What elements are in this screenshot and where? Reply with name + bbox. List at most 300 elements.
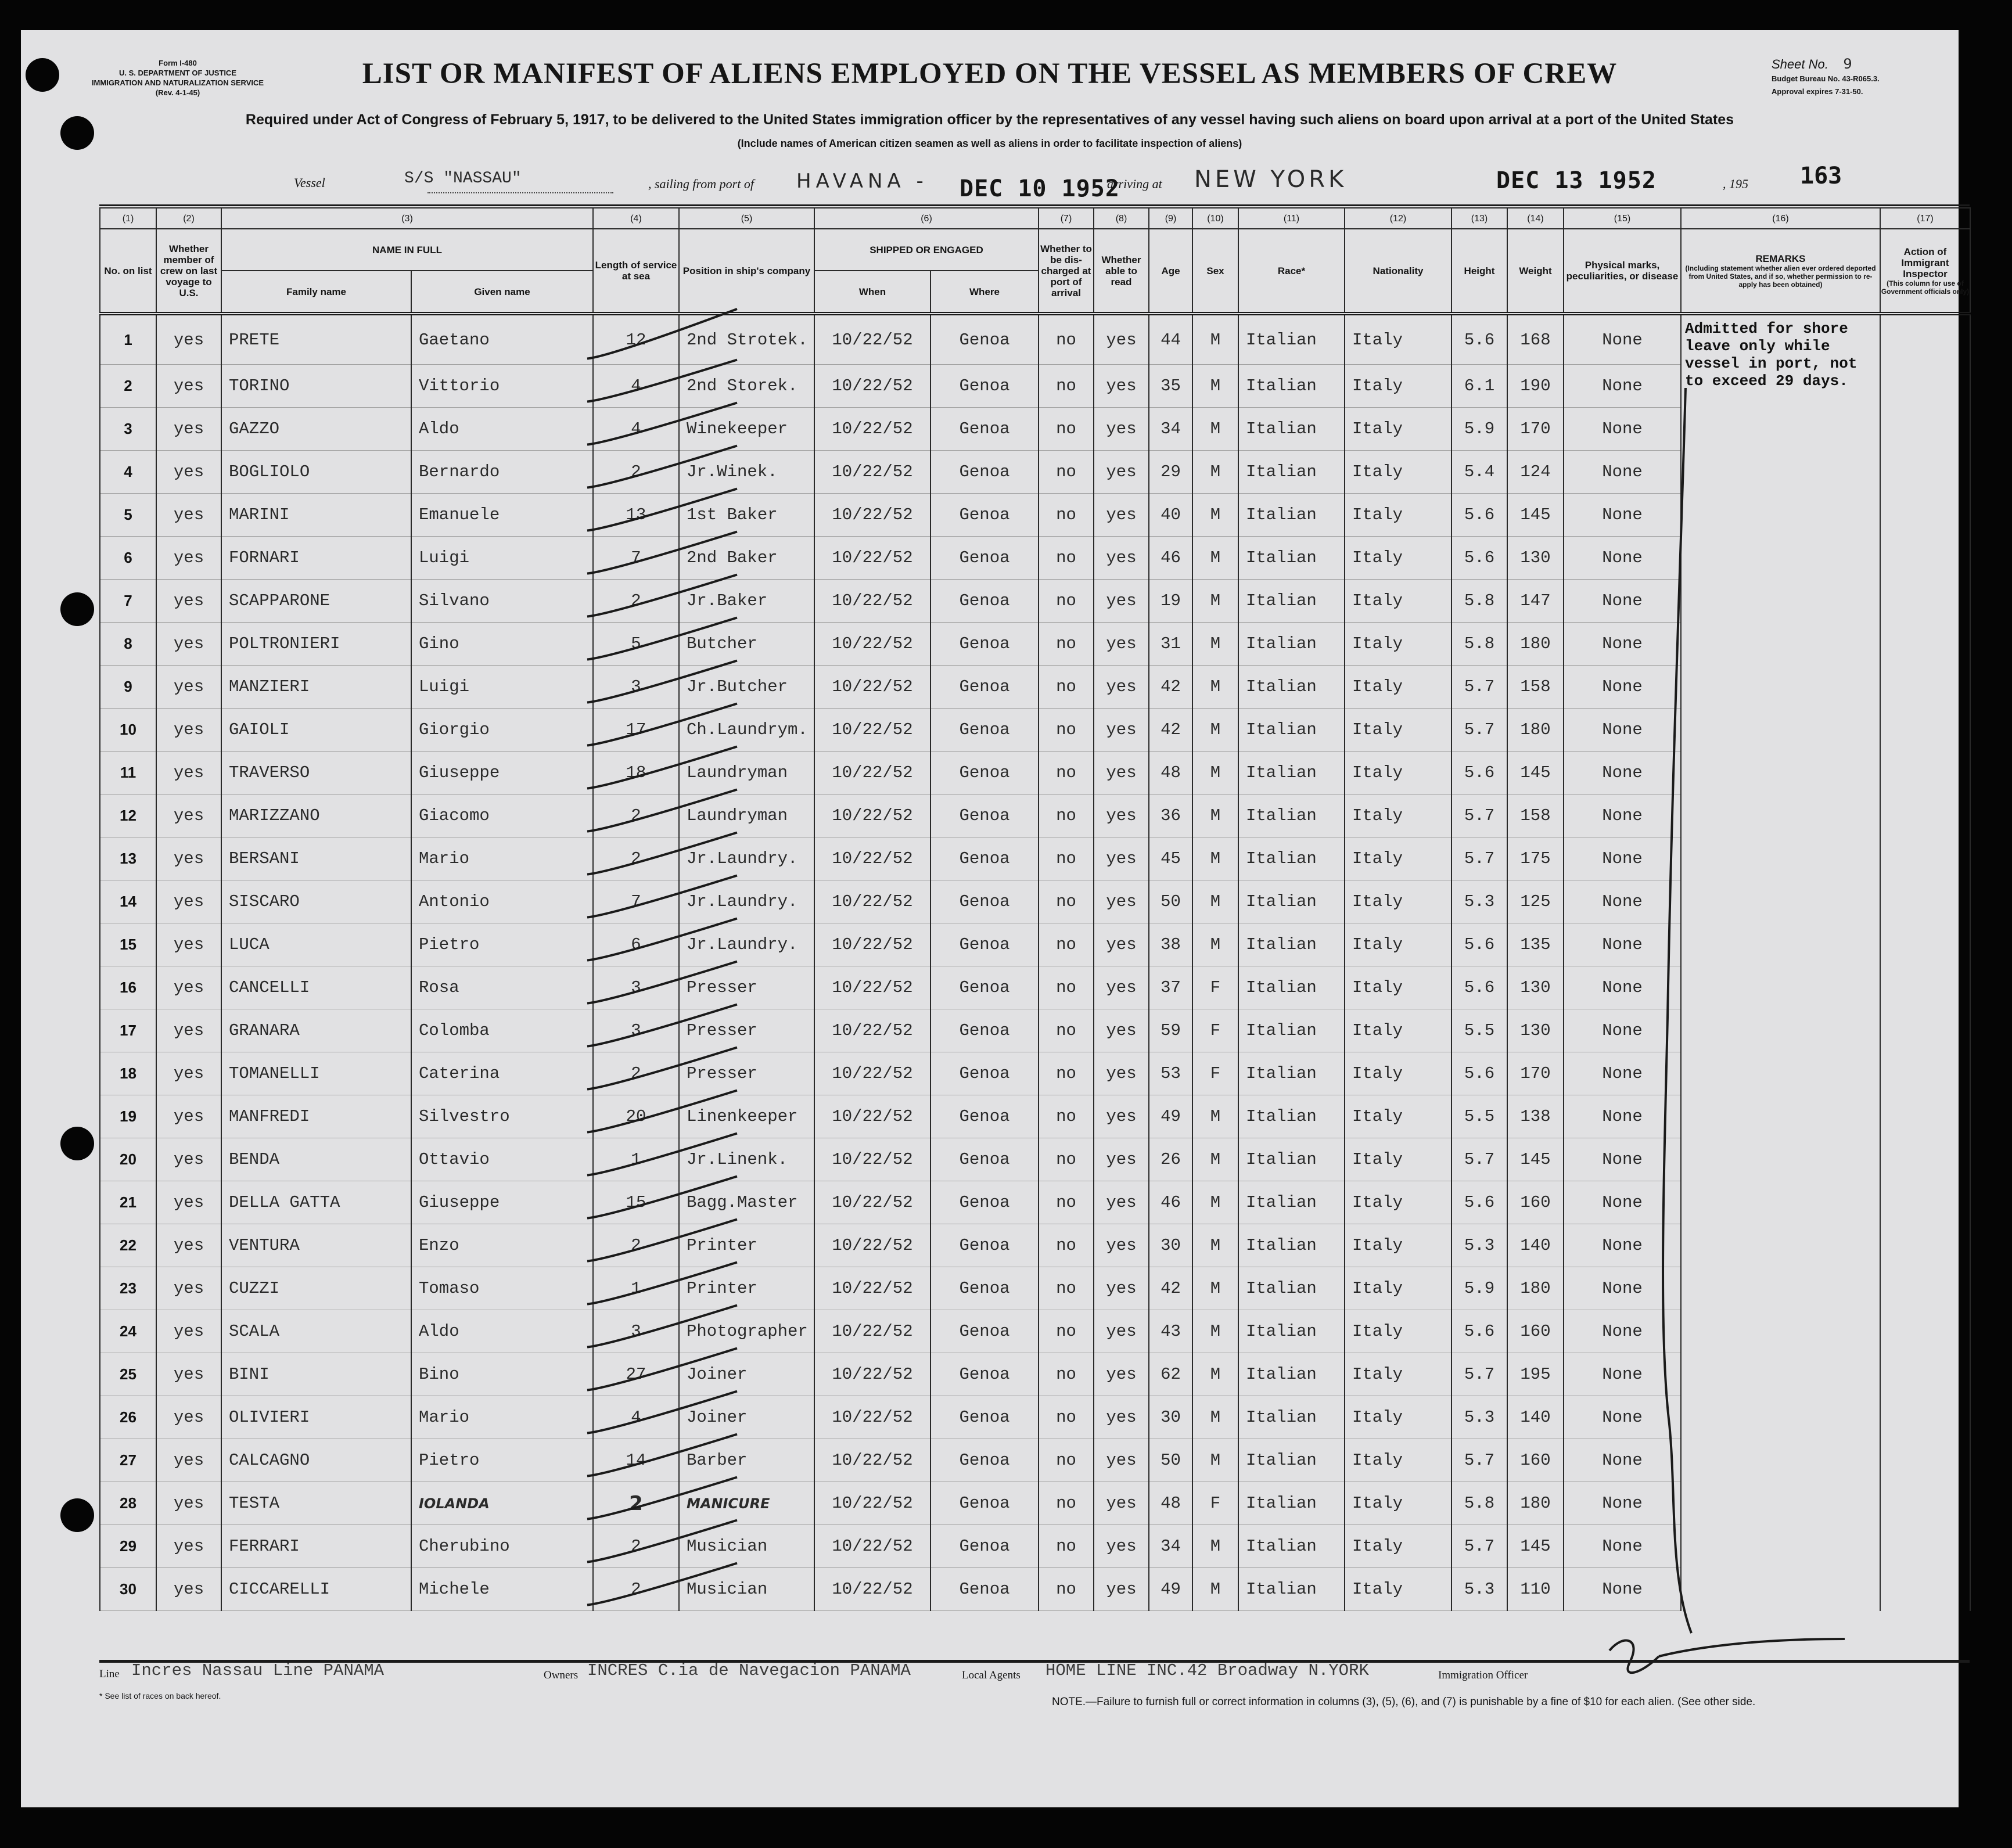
cell-shipped-where: Genoa: [930, 1525, 1039, 1568]
cell-family-name: MARIZZANO: [221, 794, 411, 837]
cell-race: Italian: [1238, 1095, 1345, 1138]
cell-to-be-discharged: no: [1039, 1267, 1094, 1310]
cell-height: 5.8: [1451, 623, 1507, 666]
cell-able-to-read: yes: [1094, 837, 1149, 880]
cell-length-of-service: 2: [593, 1224, 679, 1267]
cell-able-to-read: yes: [1094, 1525, 1149, 1568]
cell-age: 50: [1149, 1439, 1192, 1482]
immigration-officer-label: Immigration Officer: [1438, 1669, 1528, 1681]
cell-weight: 130: [1507, 537, 1564, 580]
cell-height: 5.9: [1451, 408, 1507, 451]
cell-ship-position: Printer: [679, 1224, 814, 1267]
header-length-service: Length of service at sea: [593, 229, 679, 314]
cell-race: Italian: [1238, 1224, 1345, 1267]
cell-length-of-service: 2: [593, 794, 679, 837]
cell-nationality: Italy: [1345, 1224, 1451, 1267]
header-nationality: Nationality: [1345, 229, 1451, 314]
cell-family-name: OLIVIERI: [221, 1396, 411, 1439]
cell-height: 5.7: [1451, 794, 1507, 837]
cell-shipped-where: Genoa: [930, 1396, 1039, 1439]
cell-weight: 140: [1507, 1396, 1564, 1439]
header-physical-marks: Physical marks, peculiarities, or disease: [1564, 229, 1681, 314]
cell-physical-marks: None: [1564, 1482, 1681, 1525]
cell-sex: M: [1192, 837, 1238, 880]
cell-ship-position: Winekeeper: [679, 408, 814, 451]
cell-shipped-where: Genoa: [930, 1353, 1039, 1396]
cell-nationality: Italy: [1345, 1267, 1451, 1310]
cell-to-be-discharged: no: [1039, 923, 1094, 966]
cell-physical-marks: None: [1564, 1224, 1681, 1267]
cell-race: Italian: [1238, 752, 1345, 794]
cell-nationality: Italy: [1345, 1568, 1451, 1611]
cell-member-last-voyage: yes: [156, 1525, 221, 1568]
cell-race: Italian: [1238, 365, 1345, 408]
cell-length-of-service: 6: [593, 923, 679, 966]
cell-age: 48: [1149, 752, 1192, 794]
cell-physical-marks: None: [1564, 923, 1681, 966]
cell-nationality: Italy: [1345, 837, 1451, 880]
cell-nationality: Italy: [1345, 537, 1451, 580]
cell-shipped-where: Genoa: [930, 623, 1039, 666]
cell-weight: 175: [1507, 837, 1564, 880]
header-given-name: Given name: [411, 271, 593, 314]
cell-nationality: Italy: [1345, 1439, 1451, 1482]
cell-row-number: 10: [100, 709, 156, 752]
cell-age: 37: [1149, 966, 1192, 1009]
cell-row-number: 26: [100, 1396, 156, 1439]
col-num-4: (4): [593, 208, 679, 229]
cell-shipped-where: Genoa: [930, 537, 1039, 580]
cell-length-of-service: 2: [593, 1052, 679, 1095]
col-num-8: (8): [1094, 208, 1149, 229]
cell-sex: M: [1192, 794, 1238, 837]
departure-date-stamp: DEC 10 1952: [960, 175, 1120, 202]
cell-able-to-read: yes: [1094, 494, 1149, 537]
cell-member-last-voyage: yes: [156, 1138, 221, 1181]
cell-family-name: TOMANELLI: [221, 1052, 411, 1095]
header-where: Where: [930, 271, 1039, 314]
sheet-label: Sheet No.: [1772, 57, 1828, 71]
cell-remarks: [1681, 314, 1880, 1611]
cell-weight: 124: [1507, 451, 1564, 494]
cell-physical-marks: None: [1564, 794, 1681, 837]
cell-able-to-read: yes: [1094, 1052, 1149, 1095]
officer-signature: [1609, 1639, 1845, 1673]
cell-sex: M: [1192, 623, 1238, 666]
header-action-title: Action of Immigrant Inspector: [1901, 246, 1949, 279]
cell-to-be-discharged: no: [1039, 1396, 1094, 1439]
cell-height: 5.6: [1451, 752, 1507, 794]
cell-nationality: Italy: [1345, 1310, 1451, 1353]
cell-able-to-read: yes: [1094, 314, 1149, 365]
col-num-6: (6): [814, 208, 1039, 229]
cell-able-to-read: yes: [1094, 1267, 1149, 1310]
cell-length-of-service: 4: [593, 1396, 679, 1439]
cell-height: 5.6: [1451, 537, 1507, 580]
cell-family-name: TESTA: [221, 1482, 411, 1525]
header-shipped-engaged: SHIPPED OR ENGAGED: [814, 229, 1039, 271]
cell-height: 5.6: [1451, 1052, 1507, 1095]
cell-height: 5.3: [1451, 1224, 1507, 1267]
cell-ship-position: Butcher: [679, 623, 814, 666]
cell-age: 34: [1149, 408, 1192, 451]
cell-able-to-read: yes: [1094, 666, 1149, 709]
cell-row-number: 1: [100, 314, 156, 365]
cell-to-be-discharged: no: [1039, 494, 1094, 537]
cell-row-number: 14: [100, 880, 156, 923]
cell-family-name: FERRARI: [221, 1525, 411, 1568]
header-age: Age: [1149, 229, 1192, 314]
cell-able-to-read: yes: [1094, 1353, 1149, 1396]
cell-able-to-read: yes: [1094, 365, 1149, 408]
cell-row-number: 11: [100, 752, 156, 794]
cell-length-of-service: 2: [593, 1482, 679, 1525]
cell-given-name: Aldo: [411, 1310, 593, 1353]
cell-shipped-where: Genoa: [930, 451, 1039, 494]
cell-length-of-service: 12: [593, 314, 679, 365]
col-num-10: (10): [1192, 208, 1238, 229]
cell-shipped-where: Genoa: [930, 666, 1039, 709]
cell-given-name: Bernardo: [411, 451, 593, 494]
cell-weight: 158: [1507, 666, 1564, 709]
cell-sex: M: [1192, 1224, 1238, 1267]
cell-family-name: GRANARA: [221, 1009, 411, 1052]
cell-nationality: Italy: [1345, 1138, 1451, 1181]
cell-able-to-read: yes: [1094, 580, 1149, 623]
cell-to-be-discharged: no: [1039, 1525, 1094, 1568]
cell-length-of-service: 14: [593, 1439, 679, 1482]
cell-shipped-where: Genoa: [930, 709, 1039, 752]
cell-shipped-when: 10/22/52: [814, 1009, 930, 1052]
cell-age: 19: [1149, 580, 1192, 623]
cell-age: 53: [1149, 1052, 1192, 1095]
cell-height: 5.3: [1451, 1568, 1507, 1611]
cell-shipped-where: Genoa: [930, 580, 1039, 623]
header-family-name: Family name: [221, 271, 411, 314]
cell-height: 5.7: [1451, 1525, 1507, 1568]
cell-member-last-voyage: yes: [156, 966, 221, 1009]
cell-race: Italian: [1238, 1052, 1345, 1095]
cell-height: 5.9: [1451, 1267, 1507, 1310]
header-race: Race*: [1238, 229, 1345, 314]
cell-sex: M: [1192, 580, 1238, 623]
owners-label: Owners: [544, 1669, 579, 1681]
cell-row-number: 13: [100, 837, 156, 880]
cell-physical-marks: None: [1564, 408, 1681, 451]
cell-weight: 125: [1507, 880, 1564, 923]
cell-race: Italian: [1238, 451, 1345, 494]
cell-race: Italian: [1238, 623, 1345, 666]
cell-shipped-where: Genoa: [930, 1224, 1039, 1267]
cell-family-name: DELLA GATTA: [221, 1181, 411, 1224]
cell-age: 50: [1149, 880, 1192, 923]
cell-ship-position: Jr.Laundry.: [679, 923, 814, 966]
header-action: [1880, 229, 1970, 314]
cell-nationality: Italy: [1345, 623, 1451, 666]
cell-row-number: 18: [100, 1052, 156, 1095]
cell-weight: 145: [1507, 1138, 1564, 1181]
cell-height: 5.8: [1451, 1482, 1507, 1525]
cell-height: 5.6: [1451, 1181, 1507, 1224]
departure-port: HAVANA -: [796, 170, 928, 193]
table-top-rule: [99, 204, 1970, 206]
cell-sex: M: [1192, 666, 1238, 709]
cell-height: 5.4: [1451, 451, 1507, 494]
col-num-1: (1): [100, 208, 156, 229]
cell-given-name: Giuseppe: [411, 752, 593, 794]
cell-to-be-discharged: no: [1039, 1353, 1094, 1396]
crew-table: [99, 207, 1971, 1611]
cell-weight: 158: [1507, 794, 1564, 837]
cell-shipped-when: 10/22/52: [814, 709, 930, 752]
cell-height: 5.7: [1451, 1439, 1507, 1482]
cell-ship-position: Laundryman: [679, 794, 814, 837]
cell-sex: F: [1192, 1009, 1238, 1052]
cell-weight: 170: [1507, 408, 1564, 451]
cell-weight: 147: [1507, 580, 1564, 623]
cell-family-name: POLTRONIERI: [221, 623, 411, 666]
cell-member-last-voyage: yes: [156, 1439, 221, 1482]
line-value: Incres Nassau Line PANAMA: [131, 1661, 385, 1680]
cell-shipped-where: Genoa: [930, 1138, 1039, 1181]
cell-given-name: Antonio: [411, 880, 593, 923]
cell-physical-marks: None: [1564, 1052, 1681, 1095]
col-num-3: (3): [221, 208, 593, 229]
cell-able-to-read: yes: [1094, 966, 1149, 1009]
header-weight: Weight: [1507, 229, 1564, 314]
cell-able-to-read: yes: [1094, 923, 1149, 966]
cell-family-name: GAZZO: [221, 408, 411, 451]
arriving-label: arriving at: [1107, 177, 1162, 191]
cell-age: 30: [1149, 1396, 1192, 1439]
cell-to-be-discharged: no: [1039, 666, 1094, 709]
cell-race: Italian: [1238, 1525, 1345, 1568]
header-remarks-title: REMARKS: [1755, 253, 1806, 264]
cell-ship-position: MANICURE: [679, 1482, 814, 1525]
cell-given-name: Gaetano: [411, 314, 593, 365]
cell-family-name: PRETE: [221, 314, 411, 365]
cell-sex: M: [1192, 1138, 1238, 1181]
cell-family-name: SISCARO: [221, 880, 411, 923]
cell-physical-marks: None: [1564, 1525, 1681, 1568]
cell-age: 62: [1149, 1353, 1192, 1396]
cell-able-to-read: yes: [1094, 1396, 1149, 1439]
cell-able-to-read: yes: [1094, 1224, 1149, 1267]
cell-shipped-when: 10/22/52: [814, 1181, 930, 1224]
cell-member-last-voyage: yes: [156, 752, 221, 794]
cell-member-last-voyage: yes: [156, 365, 221, 408]
cell-age: 31: [1149, 623, 1192, 666]
cell-ship-position: Jr.Winek.: [679, 451, 814, 494]
cell-row-number: 6: [100, 537, 156, 580]
cell-member-last-voyage: yes: [156, 1009, 221, 1052]
cell-ship-position: Laundryman: [679, 752, 814, 794]
cell-nationality: Italy: [1345, 1181, 1451, 1224]
cell-to-be-discharged: no: [1039, 408, 1094, 451]
cell-family-name: BERSANI: [221, 837, 411, 880]
cell-physical-marks: None: [1564, 666, 1681, 709]
cell-row-number: 15: [100, 923, 156, 966]
cell-to-be-discharged: no: [1039, 580, 1094, 623]
cell-nationality: Italy: [1345, 1353, 1451, 1396]
cell-sex: M: [1192, 1439, 1238, 1482]
cell-shipped-when: 10/22/52: [814, 1396, 930, 1439]
cell-sex: F: [1192, 1052, 1238, 1095]
cell-family-name: BOGLIOLO: [221, 451, 411, 494]
cell-race: Italian: [1238, 666, 1345, 709]
cell-given-name: Rosa: [411, 966, 593, 1009]
cell-ship-position: Jr.Butcher: [679, 666, 814, 709]
cell-shipped-when: 10/22/52: [814, 494, 930, 537]
cell-nationality: Italy: [1345, 1482, 1451, 1525]
cell-height: 5.8: [1451, 580, 1507, 623]
cell-height: 5.6: [1451, 314, 1507, 365]
cell-to-be-discharged: no: [1039, 1224, 1094, 1267]
cell-member-last-voyage: yes: [156, 1267, 221, 1310]
cell-physical-marks: None: [1564, 1095, 1681, 1138]
cell-member-last-voyage: yes: [156, 1568, 221, 1611]
cell-sex: M: [1192, 1525, 1238, 1568]
cell-sex: M: [1192, 537, 1238, 580]
cell-physical-marks: None: [1564, 1310, 1681, 1353]
cell-shipped-when: 10/22/52: [814, 1568, 930, 1611]
cell-shipped-where: Genoa: [930, 494, 1039, 537]
cell-length-of-service: 20: [593, 1095, 679, 1138]
cell-ship-position: Jr.Baker: [679, 580, 814, 623]
cell-ship-position: Linenkeeper: [679, 1095, 814, 1138]
cell-row-number: 16: [100, 966, 156, 1009]
cell-to-be-discharged: no: [1039, 1310, 1094, 1353]
cell-shipped-where: Genoa: [930, 794, 1039, 837]
header-sex: Sex: [1192, 229, 1238, 314]
cell-able-to-read: yes: [1094, 880, 1149, 923]
cell-shipped-where: Genoa: [930, 923, 1039, 966]
cell-shipped-when: 10/22/52: [814, 314, 930, 365]
cell-height: 5.5: [1451, 1009, 1507, 1052]
cell-shipped-where: Genoa: [930, 1568, 1039, 1611]
cell-age: 49: [1149, 1095, 1192, 1138]
cell-member-last-voyage: yes: [156, 314, 221, 365]
cell-length-of-service: 2: [593, 1568, 679, 1611]
cell-nationality: Italy: [1345, 1009, 1451, 1052]
cell-length-of-service: 15: [593, 1181, 679, 1224]
cell-shipped-when: 10/22/52: [814, 1310, 930, 1353]
agents-value: HOME LINE INC.42 Broadway N.YORK: [1045, 1661, 1369, 1680]
cell-to-be-discharged: no: [1039, 1439, 1094, 1482]
cell-length-of-service: 2: [593, 580, 679, 623]
cell-height: 5.6: [1451, 494, 1507, 537]
cell-to-be-discharged: no: [1039, 365, 1094, 408]
cell-member-last-voyage: yes: [156, 537, 221, 580]
binder-hole: [60, 1498, 94, 1532]
cell-member-last-voyage: yes: [156, 837, 221, 880]
department-name: U. S. DEPARTMENT OF JUSTICE: [119, 69, 236, 77]
cell-ship-position: Ch.Laundrym.: [679, 709, 814, 752]
cell-given-name: Bino: [411, 1353, 593, 1396]
cell-race: Italian: [1238, 709, 1345, 752]
cell-member-last-voyage: yes: [156, 880, 221, 923]
cell-race: Italian: [1238, 1439, 1345, 1482]
cell-shipped-when: 10/22/52: [814, 923, 930, 966]
agents-label: Local Agents: [962, 1669, 1021, 1681]
cell-row-number: 20: [100, 1138, 156, 1181]
cell-given-name: Pietro: [411, 923, 593, 966]
cell-member-last-voyage: yes: [156, 1052, 221, 1095]
cell-member-last-voyage: yes: [156, 1224, 221, 1267]
cell-sex: F: [1192, 966, 1238, 1009]
cell-race: Italian: [1238, 837, 1345, 880]
col-num-16: (16): [1681, 208, 1880, 229]
cell-shipped-when: 10/22/52: [814, 1224, 930, 1267]
vessel-label: Vessel: [294, 175, 325, 190]
form-number: Form I-480: [159, 59, 197, 67]
cell-race: Italian: [1238, 1267, 1345, 1310]
cell-shipped-when: 10/22/52: [814, 537, 930, 580]
cell-family-name: CUZZI: [221, 1267, 411, 1310]
col-num-14: (14): [1507, 208, 1564, 229]
cell-given-name: Giuseppe: [411, 1181, 593, 1224]
cell-physical-marks: None: [1564, 837, 1681, 880]
cell-member-last-voyage: yes: [156, 1396, 221, 1439]
cell-physical-marks: None: [1564, 1396, 1681, 1439]
cell-race: Italian: [1238, 1310, 1345, 1353]
cell-able-to-read: yes: [1094, 408, 1149, 451]
cell-able-to-read: yes: [1094, 451, 1149, 494]
cell-shipped-where: Genoa: [930, 1267, 1039, 1310]
cell-family-name: TORINO: [221, 365, 411, 408]
cell-age: 46: [1149, 537, 1192, 580]
cell-family-name: CALCAGNO: [221, 1439, 411, 1482]
cell-length-of-service: 27: [593, 1353, 679, 1396]
cell-to-be-discharged: no: [1039, 1138, 1094, 1181]
cell-nationality: Italy: [1345, 1525, 1451, 1568]
cell-nationality: Italy: [1345, 880, 1451, 923]
cell-able-to-read: yes: [1094, 1482, 1149, 1525]
cell-race: Italian: [1238, 1353, 1345, 1396]
cell-weight: 110: [1507, 1568, 1564, 1611]
cell-given-name: Ottavio: [411, 1138, 593, 1181]
cell-row-number: 30: [100, 1568, 156, 1611]
cell-shipped-where: Genoa: [930, 880, 1039, 923]
cell-nationality: Italy: [1345, 794, 1451, 837]
cell-age: 36: [1149, 794, 1192, 837]
cell-shipped-where: Genoa: [930, 1052, 1039, 1095]
cell-length-of-service: 2: [593, 837, 679, 880]
cell-weight: 168: [1507, 314, 1564, 365]
cell-ship-position: Presser: [679, 1052, 814, 1095]
cell-given-name: Silvano: [411, 580, 593, 623]
cell-age: 35: [1149, 365, 1192, 408]
cell-weight: 180: [1507, 709, 1564, 752]
cell-given-name: Pietro: [411, 1439, 593, 1482]
cell-shipped-when: 10/22/52: [814, 1353, 930, 1396]
cell-physical-marks: None: [1564, 1009, 1681, 1052]
cell-nationality: Italy: [1345, 408, 1451, 451]
cell-ship-position: Printer: [679, 1267, 814, 1310]
binder-hole: [60, 116, 94, 150]
cell-to-be-discharged: no: [1039, 880, 1094, 923]
cell-weight: 180: [1507, 1267, 1564, 1310]
cell-shipped-when: 10/22/52: [814, 1052, 930, 1095]
cell-nationality: Italy: [1345, 1396, 1451, 1439]
cell-length-of-service: 2: [593, 1525, 679, 1568]
cell-shipped-where: Genoa: [930, 365, 1039, 408]
cell-given-name: Gino: [411, 623, 593, 666]
manifest-sheet: [21, 30, 1970, 1807]
binder-hole: [26, 58, 59, 92]
cell-ship-position: Jr.Laundry.: [679, 837, 814, 880]
cell-shipped-where: Genoa: [930, 752, 1039, 794]
